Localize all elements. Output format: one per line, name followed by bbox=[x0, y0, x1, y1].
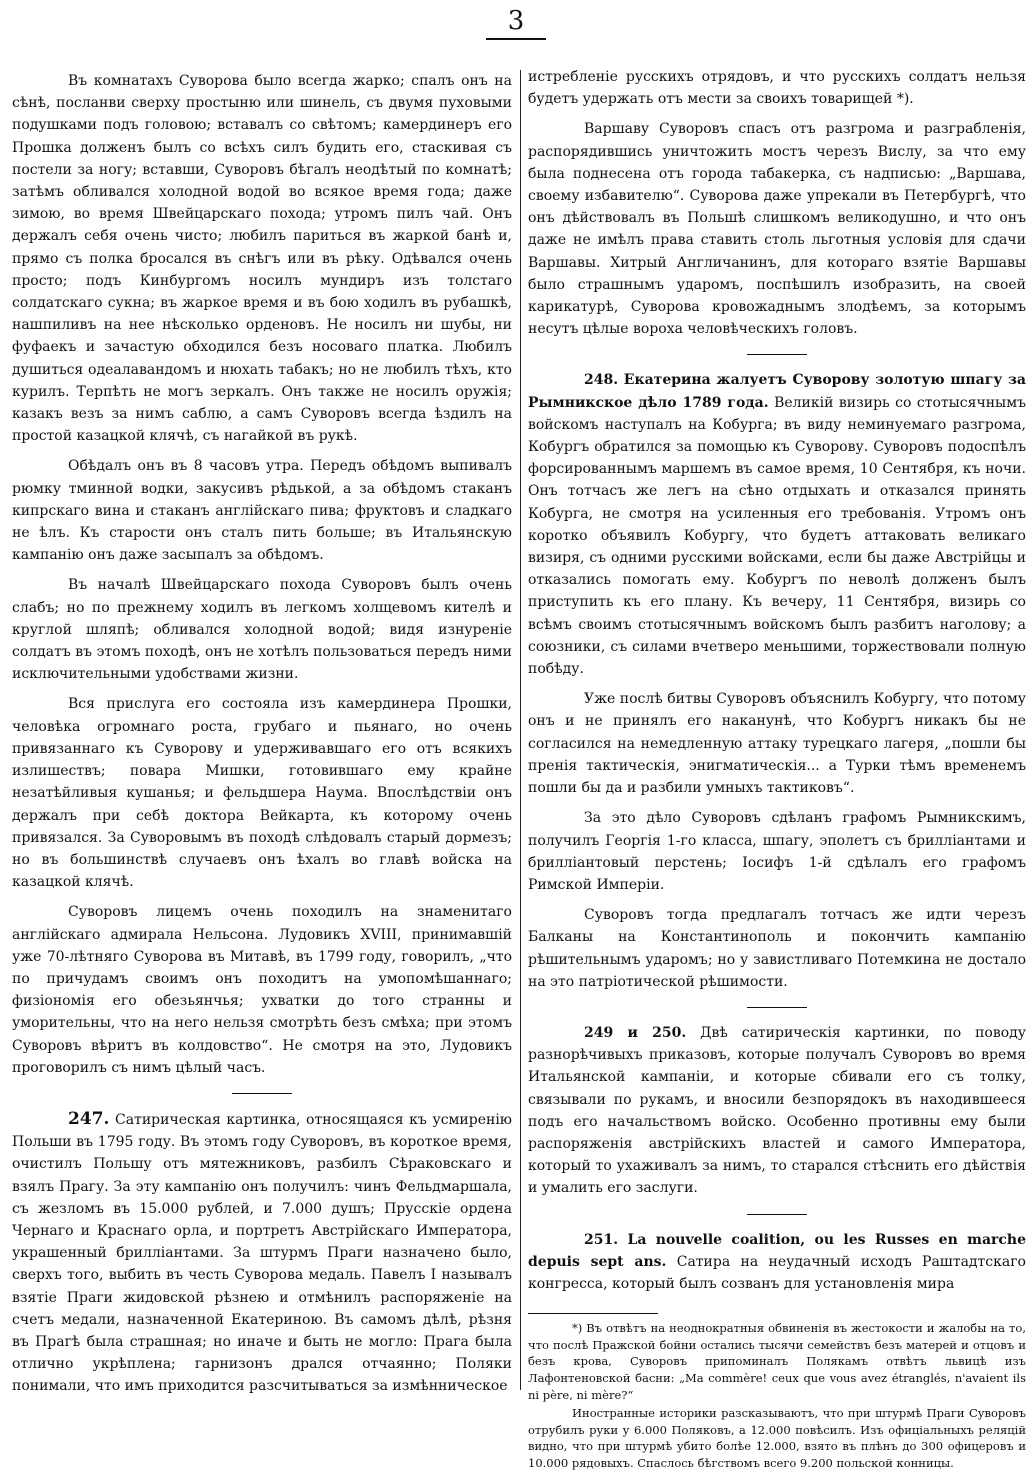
entry-heading: 249 и 250. bbox=[584, 1024, 687, 1041]
paragraph: Въ комнатахъ Суворова было всегда жарко; спалъ онъ на сѣнѣ, посланви сверху простыню или шинель, съ двумя пуховыми подушками подъ головою; вставалъ со свѣтомъ; камердинеръ его Прошка долженъ былъ со всѣхъ силъ будить его, стаскивая съ постели за ногу; вставши, Суворовъ бѣгалъ неодѣтый по комнатѣ; затѣмъ обливался холодной водой во всякое время года; даже зимою, во время Швейцарскаго похода; утромъ пилъ чай. Онъ держалъ себя очень чисто; любилъ париться въ жаркой банѣ и, прямо съ полка бросался въ снѣгъ или въ рѣку. Одѣвался очень просто; подъ Кинбургомъ носилъ мундиръ изъ толстаго солдатскаго сукна; въ жаркое время и въ бою ходилъ въ рубашкѣ, нашпиливъ на нее нѣсколько орденовъ. Не носилъ ни шубы, ни фуфаекъ и зачастую обходился безъ носоваго платка. Любилъ душиться одеалавандомъ и нюхать табакъ; но не любилъ тѣхъ, кто курилъ. Терпѣть не могъ зеркалъ. Онъ также не носилъ оружія; казакъ везъ за нимъ саблю, а самъ Суворовъ всегда ѣздилъ на простой казацкой клячѣ, съ нагайкой въ рукѣ. bbox=[12, 73, 512, 445]
page-number: 3 bbox=[507, 6, 525, 36]
paragraph: За это дѣло Суворовъ сдѣланъ графомъ Рымникскимъ, получилъ Георгія 1-го класса, шпагу, эполетъ съ брилліантами и брилліантовый перстень; Іосифъ 1-й сдѣлалъ его графомъ Римской Имперіи. bbox=[528, 810, 1026, 893]
section-separator bbox=[747, 354, 807, 355]
entry-text: Двѣ сатирическія картинки, по поводу разнорѣчивыхъ приказовъ, которые получалъ Суворовъ во время Итальянской кампаніи, и которые сбивали его съ толку, связывали по рукамъ, и вносили безпорядокъ въ находившееся подъ его начальствомъ войско. Особенно противны ему были распоряженія австрійскихъ властей и самого Императора, который то ухаживалъ за нимъ, то старался стѣснить его дѣйствія и умалить его заслуги. bbox=[528, 1024, 1026, 1197]
entry-text: Сатира на неудачный исходъ Раштадтскаго конгресса, который былъ созванъ для установленія мира bbox=[528, 1253, 1026, 1292]
section-separator bbox=[747, 1214, 807, 1215]
entry-251 bbox=[528, 1229, 1026, 1296]
paragraph: Варшаву Суворовъ спасъ отъ разгрома и разграбленія, распорядившись уничтожить мостъ черезъ Вислу, за что ему была поднесена отъ города табакерка, съ надписью: „Варшава, своему избавителю“. Суворова даже упрекали въ Петербургѣ, что онъ дѣйствовалъ въ Польшѣ слишкомъ великодушно, и что онъ даже не имѣлъ права ставить столь льготныя условія для сдачи Варшавы. Хитрый Англичанинъ, для котораго взятіе Варшавы было страшнымъ ударомъ, поспѣшилъ изобразить, на своей карикатурѣ, Суворова кровожаднымъ злодѣемъ, за которымъ несутъ цѣлые вороха человѣческихъ головъ. bbox=[528, 121, 1026, 338]
entry-number: 247. bbox=[68, 1108, 110, 1129]
paragraph: Вся прислуга его состояла изъ камердинера Прошки, человѣка огромнаго роста, грубаго и пьянаго, но очень привязаннаго къ Суворову и удерживавшаго его отъ всякихъ излишествъ; повара Мишки, готовившаго ему крайне незатѣйливыя кушанья; и фельдшера Наума. Впослѣдствіи онъ держалъ при себѣ доктора Вейкарта, къ которому очень привязался. За Суворовымъ въ походѣ слѣдовалъ старый дормезъ; но въ большинствѣ случаевъ онъ ѣхалъ во главѣ войска на казацкой клячѣ. bbox=[12, 696, 512, 891]
entry-heading: 251. La nouvelle coalition, ou les Russes en marche depuis sept ans. bbox=[528, 1231, 1026, 1270]
paragraph: Въ началѣ Швейцарскаго похода Суворовъ былъ очень слабъ; но по прежнему ходилъ въ легкомъ холщевомъ кителѣ и круглой шляпѣ; обливался холодной водой; видя изнуреніе солдатъ въ этомъ походѣ, онъ не хотѣлъ пользоваться передъ ними исключительными удобствами жизни. bbox=[12, 577, 512, 683]
footnote-rule bbox=[528, 1313, 658, 1314]
footnote bbox=[528, 1313, 1026, 1471]
paragraph: Суворовъ тогда предлагалъ тотчасъ же идти черезъ Балканы на Константинополь и покончить кампанію рѣшительнымъ ударомъ; но у завистливаго Потемкина не достало на это патріотической рѣшимости. bbox=[528, 907, 1026, 990]
column-divider bbox=[520, 70, 521, 1390]
right-column bbox=[528, 66, 1027, 1470]
entry-249-250 bbox=[528, 1022, 1026, 1200]
paragraph: Суворовъ лицемъ очень походилъ на знаменитаго англійскаго адмирала Нельсона. Лудовикъ XVIII, принимавшій уже 70-лѣтняго Суворова въ Митавѣ, въ 1799 году, говорилъ, „что по причудамъ своимъ онъ походитъ на умопомѣшаннаго; физіономія его обезьянчья; ухватки до того странны и уморительны, что на него нельзя смотрѣть безъ смѣха; при этомъ Суворовъ вѣритъ въ колдовство“. Не смотря на это, Лудовикъ проговорилъ съ нимъ цѣлый часъ. bbox=[12, 904, 512, 1076]
entry-text: Сатирическая картинка, относящаяся къ усмиренію Польши въ 1795 году. Въ этомъ году Суворовъ, въ короткое время, очистилъ Польшу отъ мятежниковъ, разбилъ Сѣраковскаго и взялъ Прагу. За эту кампанію онъ получилъ: чинъ Фельдмаршала, съ жезломъ въ 15.000 рублей, и 7.000 душъ; Прусскіе ордена Чернаго и Краснаго орла, и портретъ Австрійскаго Императора, украшенный брилліантами. За штурмъ Праги назначено было, сверхъ того, выбить въ честь Суворова медаль. Павелъ I называлъ взятіе Праги жидовской рѣзнею и отмѣнилъ распоряженіе на счетъ медали, назначенной Екатериною. Въ самомъ дѣлѣ, рѣзня въ Прагѣ была страшная; но иначе и быть не могло: Прага была отлично укрѣплена; гарнизонъ дрался отчаянно; Поляки понимали, что имъ приходится разсчитываться за измѣнническое bbox=[12, 1111, 512, 1395]
footnote-text: Иностранные историки разсказываютъ, что при штурмѣ Праги Суворовъ отрубилъ руки у 6.000 Поляковъ, а 12.000 повѣсилъ. Изъ офиціальныхъ реляцій видно, что при штурмѣ убито болѣе 12.000, взято въ плѣнъ до 300 офицеровъ и 10.000 рядовыхъ. Спаслось бѣгствомъ всего 9.200 польской конницы. bbox=[528, 1406, 1026, 1470]
paragraph: Уже послѣ битвы Суворовъ объяснилъ Кобургу, что потому онъ и не принялъ его наканунѣ, что Кобургъ никакъ бы не согласился на немедленную аттаку турецкаго лагеря, „пошли бы пренія тактическія, энигматическія... а Турки тѣмъ временемъ пошли бы да и разбили умныхъ тактиковъ“. bbox=[528, 691, 1026, 797]
page-number-rule bbox=[486, 38, 546, 40]
left-column bbox=[12, 70, 512, 1395]
paragraph: Обѣдалъ онъ въ 8 часовъ утра. Передъ обѣдомъ выпивалъ рюмку тминной водки, закусивъ рѣдькой, а за обѣдомъ стаканъ кипрскаго вина и стаканъ англійскаго пива; фруктовъ и сладкаго не ѣлъ. Къ старости онъ сталъ пить больше; въ Итальянскую кампанію онъ даже засыпалъ за обѣдомъ. bbox=[12, 458, 512, 564]
entry-248 bbox=[528, 369, 1026, 680]
entry-text: Великій визирь со стотысячнымъ войскомъ наступалъ на Кобурга; въ виду неминуемаго разгрома, Кобургъ обратился за помощью къ Суворову. Суворовъ подоспѣлъ форсированнымъ маршемъ въ самое время, 10 Сентября, къ ночи. Онъ тотчасъ же легъ на сѣно отдыхать и отказался принять Кобурга, не смотря на усиленныя его требованія. Утромъ онъ коротко объявилъ Кобургу, что будетъ аттаковать великаго визиря, съ одними русскими войсками, если бы даже Австрійцы и отказались помогать ему. Кобургъ по неволѣ долженъ былъ приступить къ его плану. Къ вечеру, 11 Сентября, визирь со всѣмъ своимъ стотысячнымъ войскомъ былъ разбитъ наголову; а союзники, съ силами вчетверо меньшими, торжествовали полную побѣду. bbox=[528, 394, 1027, 678]
entry-247 bbox=[12, 1108, 512, 1398]
footnote-text: *) Въ отвѣтъ на неоднократныя обвиненія въ жестокости и жалобы на то, что послѣ Пражской бойни остались тысячи семействъ безъ матерей и отцовъ и безъ крова, Суворовъ припоминалъ Полякамъ отвѣтъ львицѣ изъ Лафонтеновской басни: „Ma commère! ceux que vous avez étranglés, n'avaient ils ni père, ni mère?“ bbox=[528, 1321, 1026, 1402]
paragraph: истребленіе русскихъ отрядовъ, и что русскихъ солдатъ нельзя будетъ удержать отъ мести за своихъ товарищей *). bbox=[528, 69, 1026, 108]
section-separator bbox=[232, 1093, 292, 1094]
section-separator bbox=[747, 1007, 807, 1008]
entry-heading: 248. Екатерина жалуетъ Суворову золотую шпагу за Рымникское дѣло 1789 года. bbox=[528, 372, 1026, 411]
